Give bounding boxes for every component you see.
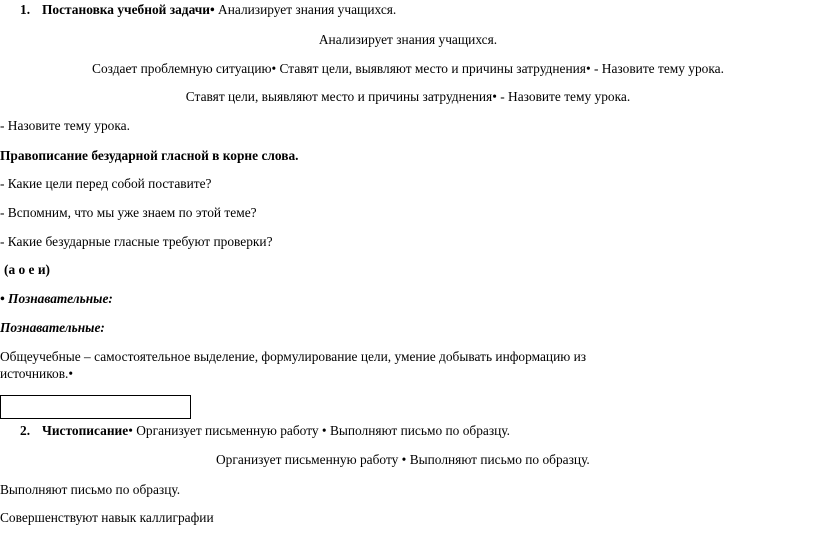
section-2-heading bbox=[20, 423, 510, 439]
line-analyze: Анализирует знания учащихся. bbox=[318, 32, 498, 47]
bullet-glyph: • bbox=[210, 2, 215, 17]
section-1-title: Постановка учебной задачи bbox=[42, 2, 210, 17]
line-organize: Организует письменную работу • Выполняют письмо по образцу. bbox=[216, 452, 590, 467]
question-remember: - Вспомним, что мы уже знаем по этой теме? bbox=[0, 205, 257, 220]
cognitive-label: Познавательные: bbox=[0, 320, 105, 335]
line-name-topic: - Назовите тему урока. bbox=[0, 118, 130, 133]
question-vowels: - Какие безударные гласные требуют проверки? bbox=[0, 234, 273, 249]
general-skills-line-1: Общеучебные – самостоятельное выделение, формулирование цели, умение добывать информацию из bbox=[0, 349, 587, 364]
cognitive-bullet-label: • Познавательные: bbox=[0, 291, 113, 306]
section-2-rest: • Организует письменную работу • Выполняют письмо по образцу. bbox=[128, 423, 511, 438]
empty-cell-box bbox=[0, 395, 191, 419]
line-perform: Выполняют письмо по образцу. bbox=[0, 482, 181, 497]
topic-title: Правописание безударной гласной в корне слова. bbox=[0, 148, 299, 163]
section-2-number: 2. bbox=[20, 423, 31, 438]
line-improve: Совершенствуют навык каллиграфии bbox=[0, 510, 214, 525]
question-goals: - Какие цели перед собой поставите? bbox=[0, 176, 212, 191]
general-skills-line-2: источников.• bbox=[0, 366, 74, 381]
section-1-number: 1. bbox=[20, 2, 31, 17]
vowels-list: (а о е и) bbox=[4, 262, 51, 277]
section-1-rest: Анализирует знания учащихся. bbox=[214, 2, 397, 17]
line-set-goals: Ставят цели, выявляют место и причины затруднения• - Назовите тему урока. bbox=[185, 89, 631, 104]
line-problem-situation: Создает проблемную ситуацию• Ставят цели, выявляют место и причины затруднения• - Назовите тему урока. bbox=[92, 61, 724, 76]
section-2-title: Чистописание bbox=[42, 423, 129, 438]
section-1-heading bbox=[20, 2, 396, 18]
